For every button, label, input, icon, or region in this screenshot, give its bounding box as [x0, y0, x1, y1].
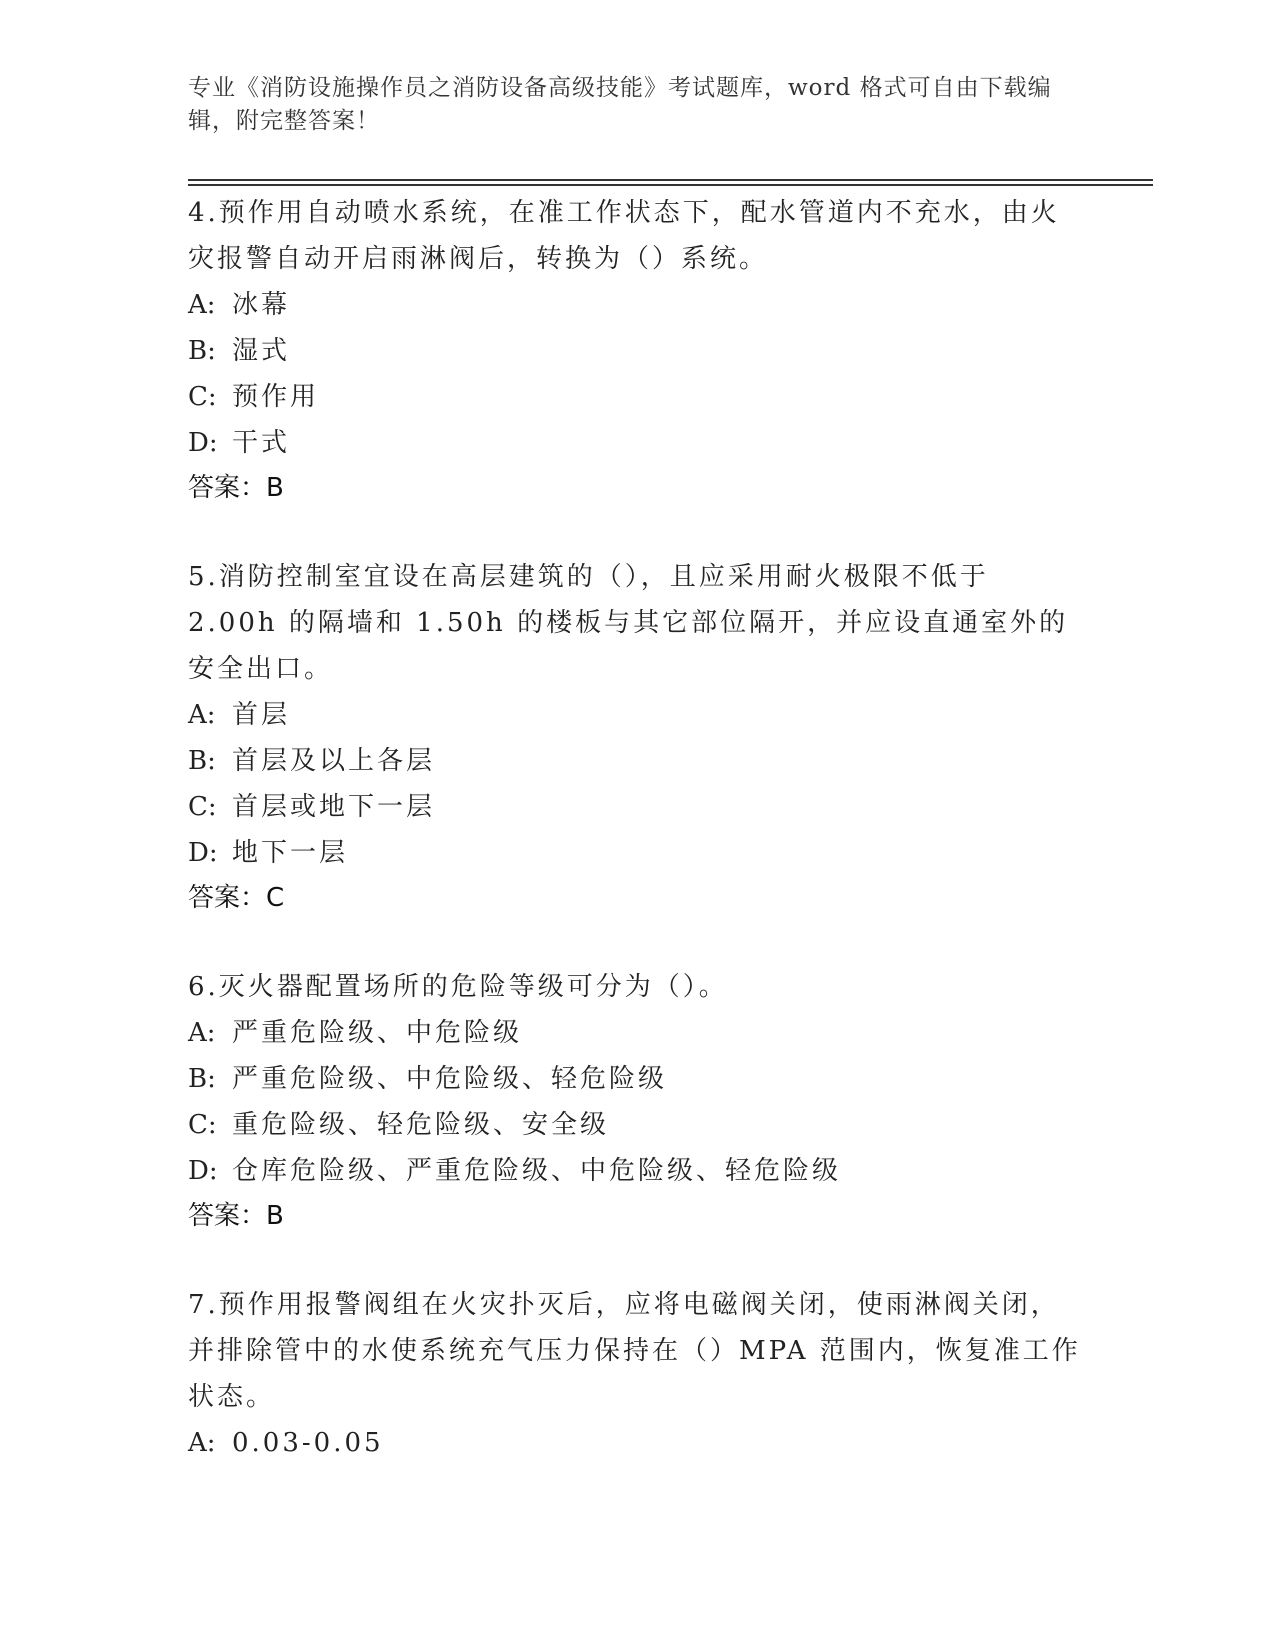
option-text: 预作用: [232, 382, 320, 412]
question-5: [188, 554, 1088, 920]
option-a: [188, 1010, 1088, 1056]
option-b: [188, 328, 1088, 374]
question-spacer: [188, 920, 1088, 964]
option-key: D:: [188, 428, 218, 458]
question-stem: 6.灭火器配置场所的危险等级可分为（）。: [188, 972, 728, 1002]
option-text: 严重危险级、中危险级、轻危险级: [232, 1064, 668, 1094]
option-text: 地下一层: [232, 838, 349, 868]
option-key: D:: [188, 1156, 218, 1186]
option-key: B:: [188, 336, 216, 366]
option-d: [188, 1148, 1088, 1194]
question-stem: 4.预作用自动喷水系统，在准工作状态下，配水管道内不充水，由火灾报警自动开启雨淋阀后，转换为（）系统。: [188, 198, 1060, 274]
option-key: D:: [188, 838, 218, 868]
question-stem: 7.预作用报警阀组在火灾扑灭后，应将电磁阀关闭，使雨淋阀关闭，并排除管中的水使系统充气压力保持在（）MPA 范围内，恢复准工作状态。: [188, 1290, 1081, 1412]
question-spacer: [188, 1238, 1088, 1282]
option-text: 湿式: [232, 336, 291, 366]
answer-line: 答案：B: [188, 1201, 284, 1231]
answer-line: 答案：B: [188, 473, 284, 503]
option-text: 0.03-0.05: [232, 1428, 384, 1458]
option-c: [188, 1102, 1088, 1148]
question-spacer: [188, 510, 1088, 554]
option-text: 重危险级、轻危险级、安全级: [232, 1110, 610, 1140]
question-6: [188, 964, 1088, 1238]
option-a: [188, 1420, 1088, 1466]
option-text: 首层及以上各层: [232, 746, 436, 776]
header-divider-bottom: [188, 184, 1153, 186]
option-key: A:: [188, 1018, 216, 1048]
option-b: [188, 738, 1088, 784]
option-d: [188, 420, 1088, 466]
option-d: [188, 830, 1088, 876]
option-text: 首层或地下一层: [232, 792, 436, 822]
option-key: C:: [188, 792, 217, 822]
option-key: C:: [188, 1110, 217, 1140]
option-a: [188, 282, 1088, 328]
option-key: B:: [188, 746, 216, 776]
option-text: 干式: [232, 428, 291, 458]
answer-line: 答案：C: [188, 883, 285, 913]
option-key: A:: [188, 1428, 216, 1458]
document-intro: 专业《消防设施操作员之消防设备高级技能》考试题库，word 格式可自由下载编辑，附完整答案！: [188, 75, 1052, 134]
option-key: A:: [188, 700, 216, 730]
header-divider-top: [188, 179, 1153, 181]
option-text: 严重危险级、中危险级: [232, 1018, 523, 1048]
option-b: [188, 1056, 1088, 1102]
option-key: C:: [188, 382, 217, 412]
option-key: A:: [188, 290, 216, 320]
question-list: [188, 190, 1088, 1466]
option-a: [188, 692, 1088, 738]
question-4: [188, 190, 1088, 510]
option-key: B:: [188, 1064, 216, 1094]
option-c: [188, 374, 1088, 420]
option-text: 首层: [232, 700, 291, 730]
option-c: [188, 784, 1088, 830]
question-stem: 5.消防控制室宜设在高层建筑的（），且应采用耐火极限不低于 2.00h 的隔墙和 1.50h 的楼板与其它部位隔开，并应设直通室外的安全出口。: [188, 562, 1069, 684]
option-text: 冰幕: [232, 290, 291, 320]
question-7: [188, 1282, 1088, 1466]
option-text: 仓库危险级、严重危险级、中危险级、轻危险级: [232, 1156, 842, 1186]
